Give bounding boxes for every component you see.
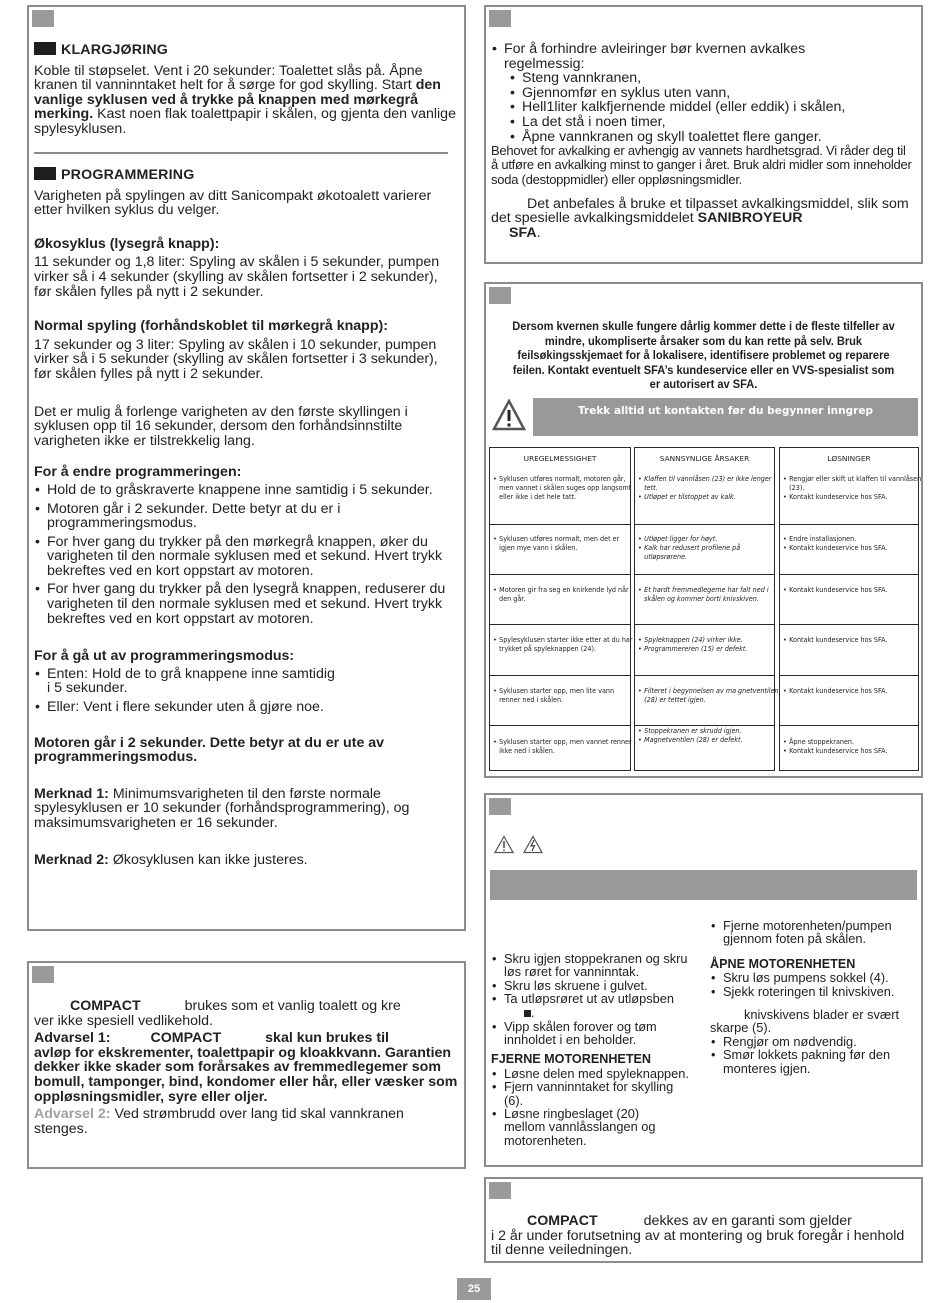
table-cell-problem: • Spylesyklusen starter ikke etter at du har trykket på spyleknappen (24). xyxy=(493,636,634,654)
open-motor-heading: ÅPNE MOTORENHETEN xyxy=(710,956,856,971)
table-cell-causes: • Filteret i begynnelsen av ma gnetventilen (28) er tettet igjen. xyxy=(638,687,779,705)
note-1: Merknad 1: Minimumsvarigheten til den første normale spylesyklusen er 10 sekunder (forhåndsprogrammering), og maksimumsvarigheten er 16 sekunder. xyxy=(34,785,410,831)
list-item: • Hold de to gråskraverte knappene inne samtidig i 5 sekunder. xyxy=(34,483,456,498)
warning-1: Advarsel 1: COMPACT skal kun brukes til avløp for ekskrementer, toalettpapir og kloakkvann. Garantien dekker ikke skader som forårsakes av fremmedlegemer som bomull, tamponger, bind, kondomer eller hår, eller væsker som oppløsningsmidler, syre eller oljer. xyxy=(34,1030,458,1105)
descaling-recommendation: Det anbefales å bruke et tilpasset avkalkingsmiddel, slik som det spesielle avkalkingsmiddelet SANIBROYEUR SFA. xyxy=(491,195,909,241)
motor-exit-note: Motoren går i 2 sekunder. Dette betyr at du er ute av programmeringsmodus. xyxy=(34,734,385,766)
table-cell-causes: • Et hardt fremmedlegeme har falt ned i skålen og kommer borti knivskiven. xyxy=(638,586,779,604)
list-item: • Vipp skålen forover og tøm innholdet i en beholder. xyxy=(491,1020,699,1047)
table-cell-causes: • Utløpet ligger for høyt. • Kalk har redusert profilene på utløpsrørene. xyxy=(638,535,779,562)
list-item: • Fjern vanninntaket for skylling (6). xyxy=(491,1080,699,1107)
warranty-text: COMPACT dekkes av en garanti som gjelder i 2 år under forutsetning av at montering og bruk foregår i henhold til denne veiledningen. xyxy=(491,1213,905,1259)
troubleshooting-intro: Dersom kvernen skulle fungere dårlig kommer dette i de fleste tilfeller av mindre, ukompliserte årsaker som du kan rette på selv. Bruk feilsøkingsskjemaet for å lokalisere, identifisere problemet og reparere feilen. Kontakt eventuelt SFA’s kundeservice eller en VVS-spesialist som er autorisert av SFA. xyxy=(512,319,895,392)
table-cell-problem: • Motoren gir fra seg en knirkende lyd når den går. xyxy=(493,586,634,604)
warning-triangle-icon xyxy=(494,835,514,854)
column-header: UREGELMESSIGHET xyxy=(523,454,597,463)
table-cell-problem: • Syklusen utføres normalt, men det er igjen mye vann i skålen. xyxy=(493,535,634,553)
change-programming-list xyxy=(34,483,456,626)
column-header: SANNSYNLIGE ÅRSAKER xyxy=(659,454,750,463)
unplug-warning-bar: Trekk alltid ut kontakten før du begynner inngrep xyxy=(533,398,918,436)
list-item: • Skru løs pumpens sokkel (4). xyxy=(710,971,920,984)
list-item: • Fjerne motorenheten/pumpen gjennom foten på skålen. xyxy=(710,919,920,946)
list-item: • Sjekk roteringen til knivskiven. xyxy=(710,985,920,998)
list-item: • Rengjør om nødvendig. xyxy=(710,1035,920,1048)
eco-cycle-heading: Økosyklus (lysegrå knapp): xyxy=(34,235,220,252)
table-cell-solutions: • Kontakt kundeservice hos SFA. xyxy=(783,586,924,595)
maintenance-intro: COMPACT brukes som et vanlig toalett og kre ver ikke spesiell vedlikehold. xyxy=(34,998,401,1029)
table-cell-problem: • Syklusen starter opp, men lite vann renner ned i skålen. xyxy=(493,687,634,705)
exit-programming-list xyxy=(34,667,456,715)
list-item: • Ta utløpsrøret ut av utløpsben xyxy=(491,992,699,1005)
list-item: • Smør lokkets pakning før den monteres igjen. xyxy=(710,1048,920,1075)
dismantling-section xyxy=(484,793,923,1167)
table-cell-problem: • Syklusen utføres normalt, motoren går, men vannet i skålen suges opp langsomt eller ikke i det hele tatt. xyxy=(493,475,634,502)
extend-text: Det er mulig å forlenge varigheten av den første skyllingen i syklusen opp til 16 sekunder, dersom den forhåndsinnstilte varigheten ikke er tilstrekkelig lang. xyxy=(34,403,408,449)
list-item: • La det stå i noen timer, xyxy=(509,115,915,130)
warning-triangle-icon xyxy=(492,399,526,431)
exit-programming-heading: For å gå ut av programmeringsmodus: xyxy=(34,648,295,665)
section-tab-marker xyxy=(489,1182,511,1199)
setup-programming-section xyxy=(27,5,466,931)
black-square-icon: . xyxy=(491,1006,699,1020)
list-item: • Gjennomfør en syklus uten vann, xyxy=(509,86,915,101)
normal-flush-heading: Normal spyling (forhåndskoblet til mørkegrå knapp): xyxy=(34,318,388,335)
page-number: 25 xyxy=(457,1278,491,1300)
dismantling-col1 xyxy=(491,952,699,1147)
maintenance-section xyxy=(27,961,466,1169)
list-item: • Eller: Vent i flere sekunder uten å gjøre noe. xyxy=(34,700,456,715)
table-cell-causes: • Klaffen til vannlåsen (23) er ikke lenger tett. • Utløpet er tilstoppet av kalk. xyxy=(638,475,779,502)
table-cell-solutions: • Rengjør eller skift ut klaffen til vannlåsen (23). • Kontakt kundeservice hos SFA. xyxy=(783,475,924,502)
black-square-icon xyxy=(34,42,56,55)
descaling-steps xyxy=(491,71,915,144)
klargjoring-text: Koble til støpselet. Vent i 20 sekunder: Toalettet slås på. Åpne kranen til vanninntaket helt for å sørge for god skylling. Start den vanlige syklusen ved å trykke på knappen med mørkegrå merking. Kast noen flak toalettpapir i skålen, og gjenta den vanlige spylesyklusen. xyxy=(34,62,456,137)
column-header: LØSNINGER xyxy=(827,454,871,463)
section-tab-marker xyxy=(32,966,54,983)
list-item: • Enten: Hold de to grå knappene inne samtidig i 5 sekunder. xyxy=(34,667,456,696)
list-item: • Steng vannkranen, xyxy=(509,71,915,86)
warning-2: Advarsel 2: Ved strømbrudd over lang tid skal vannkranen stenges. xyxy=(34,1106,404,1137)
note-2: Merknad 2: Økosyklusen kan ikke justeres. xyxy=(34,851,308,868)
change-programming-heading: For å endre programmeringen: xyxy=(34,464,242,481)
warranty-section xyxy=(484,1177,923,1263)
table-cell-causes: • Spyleknappen (24) virker ikke. • Programmereren (15) er defekt. xyxy=(638,636,779,654)
programmering-intro: Varigheten på spylingen av ditt Sanicompakt økotoalett varierer etter hvilken syklus du velger. xyxy=(34,187,432,219)
descaling-note: Behovet for avkalking er avhengig av vannets hardhetsgrad. Vi råder deg til å utføre en avkalking minst to ganger i året. Bruk aldri midler som inneholder soda (destoppmidler) eller oppløsningsmidler. xyxy=(491,143,912,187)
table-cell-solutions: • Åpne stoppekranen. • Kontakt kundeservice hos SFA. xyxy=(783,738,924,756)
list-item: • For hver gang du trykker på den lysegrå knappen, reduserer du varigheten til den normale syklusen med et sekund. Hvert trykk bekreftes ved en kort oppstart av motoren. xyxy=(34,582,456,626)
klargjoring-heading: KLARGJØRING xyxy=(34,42,456,58)
dismantling-warning-bar xyxy=(490,870,917,900)
section-divider xyxy=(34,152,448,154)
list-item: • Åpne vannkranen og skyll toalettet flere ganger. xyxy=(509,130,915,145)
section-tab-marker xyxy=(489,798,511,815)
list-item: • Motoren går i 2 sekunder. Dette betyr at du er i programmeringsmodus. xyxy=(34,502,456,531)
list-item: • Løsne ringbeslaget (20) mellom vannlåsslangen og motorenheten. xyxy=(491,1107,699,1147)
list-item: • For hver gang du trykker på den mørkegrå knappen, øker du varigheten til den normale syklusen med et sekund. Hvert trykk bekreftes ved en kort oppstart av motoren. xyxy=(34,535,456,579)
electric-hazard-icon xyxy=(523,835,543,854)
programmering-heading: PROGRAMMERING xyxy=(34,167,456,183)
remove-motor-heading: FJERNE MOTORENHETEN xyxy=(491,1052,652,1067)
dismantling-col2 xyxy=(710,919,920,1075)
list-item: • Løsne delen med spyleknappen. xyxy=(491,1067,699,1080)
section-tab-marker xyxy=(32,10,54,27)
descaling-intro: • For å forhindre avleiringer bør kvernen avkalkes regelmessig: xyxy=(491,42,915,71)
table-cell-solutions: • Endre installasjonen. • Kontakt kundeservice hos SFA. xyxy=(783,535,924,553)
table-cell-causes: • Stoppekranen er skrudd igjen. • Magnetventilen (28) er defekt. xyxy=(638,727,779,745)
blades-warning: knivskivens blader er svært skarpe (5). xyxy=(710,1007,900,1036)
descaling-section xyxy=(484,5,923,264)
list-item: • Skru igjen stoppekranen og skru løs røret for vanninntak. xyxy=(491,952,699,979)
section-tab-marker xyxy=(489,10,511,27)
section-tab-marker xyxy=(489,287,511,304)
list-item: • Skru løs skruene i gulvet. xyxy=(491,979,699,992)
list-item: • Hell1liter kalkfjernende middel (eller eddik) i skålen, xyxy=(509,100,915,115)
normal-flush-text: 17 sekunder og 3 liter: Spyling av skålen i 10 sekunder, pumpen virker så i 5 sekunder (skylling av skålen fortsetter i 3 sekunder), før skålen fylles på nytt i 2 sekunder. xyxy=(34,336,438,382)
table-cell-solutions: • Kontakt kundeservice hos SFA. xyxy=(783,636,924,645)
eco-cycle-text: 11 sekunder og 1,8 liter: Spyling av skålen i 5 sekunder, pumpen virker så i 4 sekunder (skylling av skålen fortsetter i 2 sekunder), før skålen fylles på nytt i 2 sekunder. xyxy=(34,254,440,300)
table-cell-problem: • Syklusen starter opp, men vannet renner ikke ned i skålen. xyxy=(493,738,634,756)
table-cell-solutions: • Kontakt kundeservice hos SFA. xyxy=(783,687,924,696)
black-square-icon xyxy=(34,167,56,180)
troubleshooting-section xyxy=(484,282,923,778)
